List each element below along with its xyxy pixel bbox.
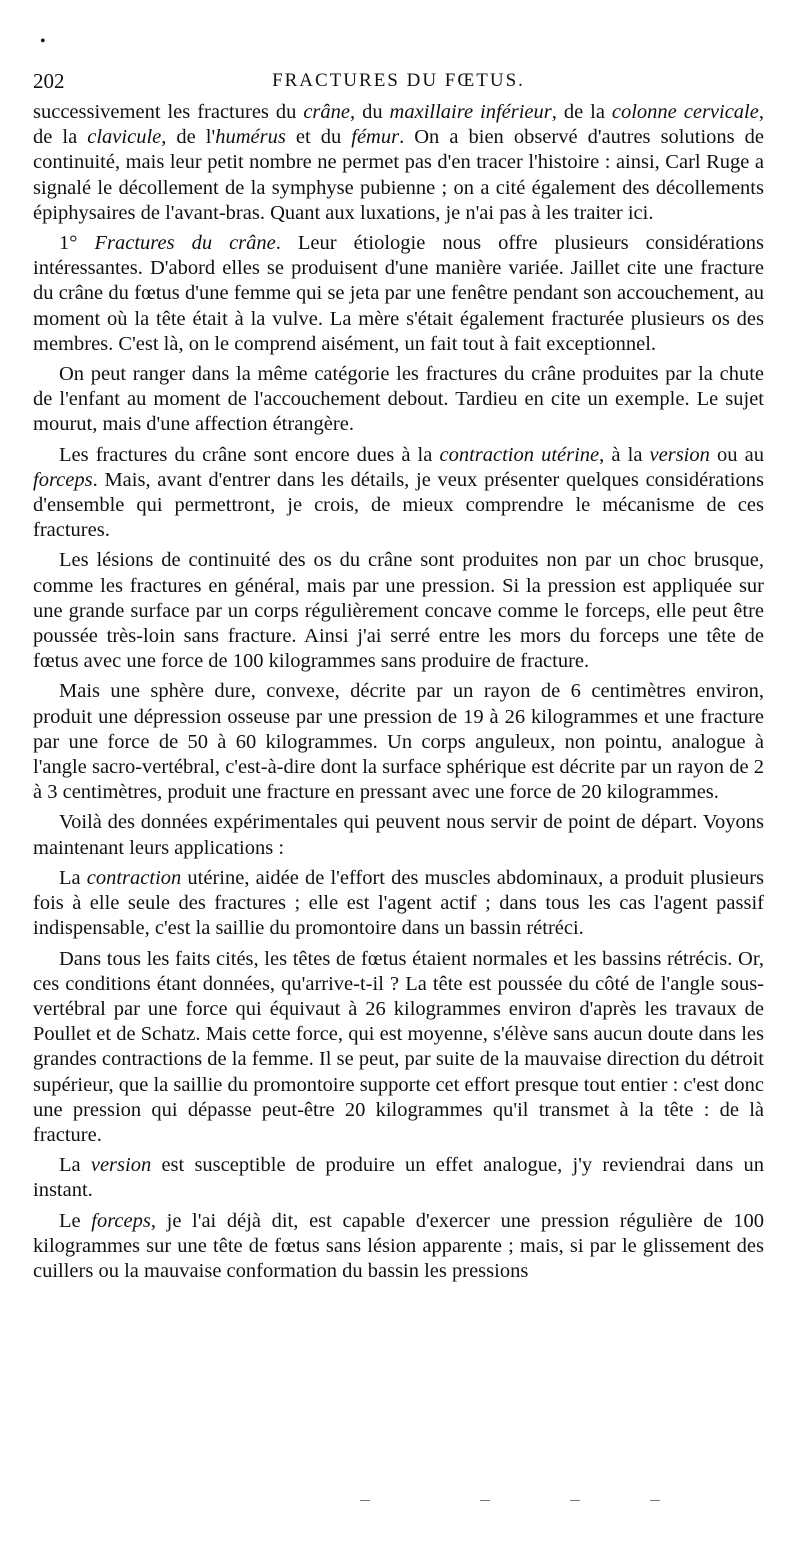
paragraph — [33, 1209, 764, 1285]
italic-text: version — [649, 443, 710, 466]
text-run: Dans tous les faits cités, les têtes de fœtus étaient normales et les bassins rétrécis. Or, ces conditions étant données, qu'arrive-t-il ? La tête est poussée du côté de l'angle sous-vertébral par une force qui équivaut à 26 kilogrammes environ d'après les travaux de Poullet et de Schatz. Mais cette force, qui est moyenne, s'élève sans aucun doute dans les grandes contractions de la femme. Il se peut, par suite de la mauvaise direction du détroit supérieur, que la saillie du promontoire supporte cet effort presque tout entier : c'est donc une pression qui dépasse peut-être 20 kilogrammes qu'il transmet à la tête : de là fracture. — [33, 947, 764, 1146]
text-run: ou au — [709, 443, 764, 466]
paragraph — [33, 443, 764, 544]
running-title: FRACTURES DU FŒTUS. — [272, 70, 525, 91]
text-run: utérine, aidée de l'effort des muscles abdominaux, a produit plusieurs fois à elle seule des fractures ; elle est l'agent actif ; dans tous les cas l'agent passif indispensable, c'est la saillie du promontoire dans un bassin rétréci. — [33, 866, 764, 940]
text-run: 1° — [59, 232, 95, 255]
text-run: Les fractures du crâne sont encore dues à la — [59, 443, 440, 466]
italic-text: fémur — [351, 126, 400, 149]
stray-mark: • — [40, 33, 46, 50]
paragraph — [33, 100, 764, 226]
text-run: On peut ranger dans la même catégorie les fractures du crâne produites par la chute de l'enfant au moment de l'accouchement debout. Tardieu en cite un exemple. Le sujet mourut, mais d'une affection étrangère. — [33, 363, 764, 436]
paragraph — [33, 548, 764, 674]
text-run: , à la — [599, 443, 650, 466]
italic-text: Fractures du crâne — [94, 232, 276, 255]
text-run: . On a bien observé d'autres solutions de continuité, mais leur petit nombre ne permet pas d'en tracer l'histoire : ainsi, Carl Ruge a signalé le décollement de la symphyse pubienne ; on a cité également des décollements épiphysaires de l'avant-bras. Quant aux luxations, je n'ai pas à les traiter ici. — [33, 126, 765, 224]
text-run: La — [59, 1154, 91, 1177]
paragraph — [33, 947, 764, 1149]
text-run: , de la — [33, 101, 764, 149]
text-run: Les lésions de continuité des os du crâne sont produites non par un choc brusque, comme les fractures en général, mais par une pression. Si la pression est appliquée sur une grande surface par un corps régulièrement concave comme le forceps, elle peut être poussée très-loin sans fracture. Ainsi j'ai serré entre les mors du forceps une tête de fœtus avec une force de 100 kilogrammes sans produire de fracture. — [33, 549, 764, 673]
paragraph — [33, 231, 764, 357]
page-header — [33, 68, 764, 96]
italic-text: humérus — [215, 126, 286, 149]
text-run: , je l'ai déjà dit, est capable d'exercer une pression régulière de 100 kilogrammes sur une tête de fœtus sans lésion apparente ; mais, si par le glissement des cuillers ou la mauvaise conformation du bassin les pressions — [33, 1209, 765, 1282]
italic-text: colonne cervicale — [611, 101, 759, 123]
italic-text: crâne — [303, 101, 350, 123]
text-run: Le — [59, 1209, 92, 1232]
text-run: est susceptible de produire un effet analogue, j'y reviendrai dans un instant. — [33, 1154, 764, 1202]
text-run: Mais une sphère dure, convexe, décrite par un rayon de 6 centimètres environ, produit une dépression osseuse par une pression de 19 à 26 kilogrammes et une fracture par une force de 50 à 60 kilogrammes. Un corps anguleux, non pointu, analogue à l'angle sacro-vertébral, c'est-à-dire dont la surface sphérique est décrite par un rayon de 2 à 3 centimètres, produit une fracture en pressant avec une force de 20 kilogrammes. — [33, 680, 764, 804]
italic-text: forceps — [33, 468, 93, 491]
text-run: Voilà des données expérimentales qui peuvent nous servir de point de départ. Voyons maintenant leurs applications : — [33, 811, 764, 859]
italic-text: maxillaire inférieur — [389, 101, 552, 123]
italic-text: forceps — [91, 1209, 151, 1232]
text-run: , du — [350, 101, 390, 123]
text-run: , de l' — [161, 126, 216, 149]
italic-text: contraction utérine — [439, 443, 600, 466]
paragraph — [33, 1153, 764, 1203]
footer-marks — [360, 1500, 720, 1506]
text-run: La — [59, 866, 87, 889]
body-text — [33, 100, 764, 1284]
text-run: . Leur étiologie nous offre plusieurs considérations intéressantes. D'abord elles se produisent d'une manière variée. Jaillet cite une fracture du crâne du fœtus d'une femme qui se jeta par une fenêtre pendant son accouchement, au moment où la tête était à la vulve. La mère s'était également fracturée plusieurs os des membres. C'est là, on le comprend aisément, un fait tout à fait exceptionnel. — [33, 232, 765, 355]
paragraph — [33, 866, 764, 942]
italic-text: version — [90, 1154, 152, 1177]
italic-text: contraction — [86, 866, 182, 889]
text-run: , de la — [551, 101, 612, 123]
text-run: et du — [285, 126, 352, 149]
text-run: successivement les fractures du — [33, 101, 304, 123]
paragraph — [33, 362, 764, 438]
page-number: 202 — [33, 69, 65, 93]
paragraph — [33, 679, 764, 805]
paragraph — [33, 810, 764, 860]
text-run: . Mais, avant d'entrer dans les détails, je veux présenter quelques considérations d'ensemble qui permettront, je crois, de mieux comprendre le mécanisme de ces fractures. — [33, 468, 764, 542]
italic-text: clavicule — [87, 126, 162, 149]
